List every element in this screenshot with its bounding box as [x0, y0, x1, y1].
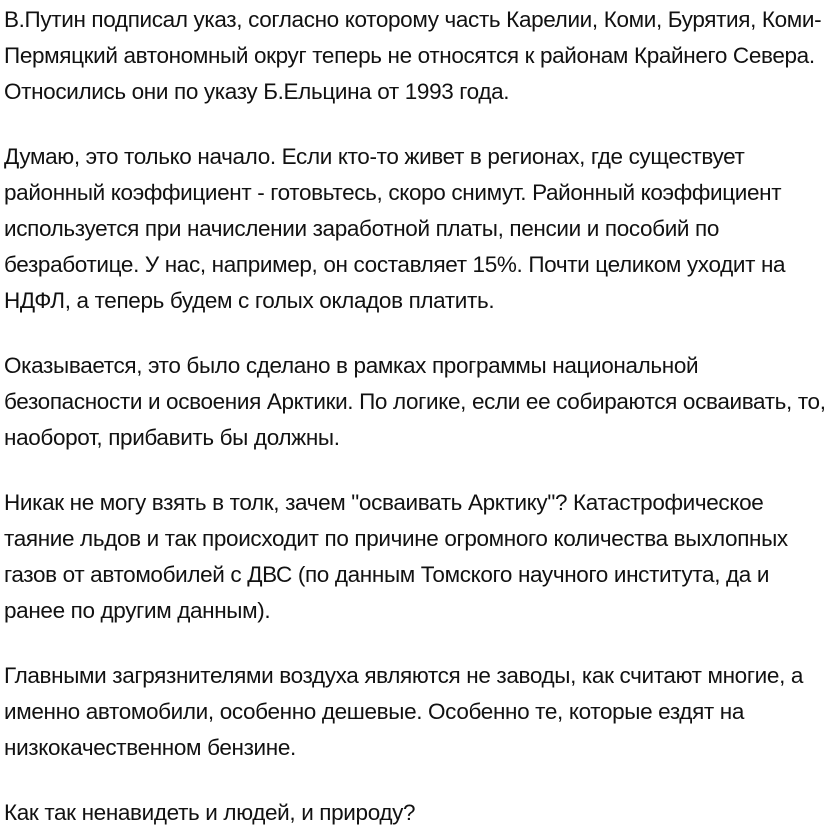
paragraph-arctic-program: Оказывается, это было сделано в рамках программы национальной безопасности и освоения Арктики. По логике, если ее собираются осваивать, то, наоборот, прибавить бы должны.	[4, 353, 826, 450]
paragraph-air-pollution: Главными загрязнителями воздуха являются не заводы, как считают многие, а именно автомобили, особенно дешевые. Особенно те, которые ездят на низкокачественном бензине.	[4, 663, 804, 760]
paragraph-decree: В.Путин подписал указ, согласно которому часть Карелии, Коми, Бурятия, Коми-Пермяцкий автономный округ теперь не относятся к районам Крайнего Севера. Относились они по указу Б.Ельцина от 1993 года.	[4, 7, 822, 104]
paragraph-regional-coefficient: Думаю, это только начало. Если кто-то живет в регионах, где существует районный коэффициент - готовьтесь, скоро снимут. Районный коэффициент используется при начислении заработной платы, пенсии и пособий по безработице. У нас, например, он составляет 15%. Почти целиком уходит на НДФЛ, а теперь будем с голых окладов платить.	[4, 144, 786, 313]
paragraph-ice-melting: Никак не могу взять в толк, зачем "осваивать Арктику"? Катастрофическое таяние льдов и так происходит по причине огромного количества выхлопных газов от автомобилей с ДВС (по данным Томского научного института, да и ранее по другим данным).	[4, 490, 788, 623]
paragraph-closing-question: Как так ненавидеть и людей, и природу?	[4, 800, 416, 825]
